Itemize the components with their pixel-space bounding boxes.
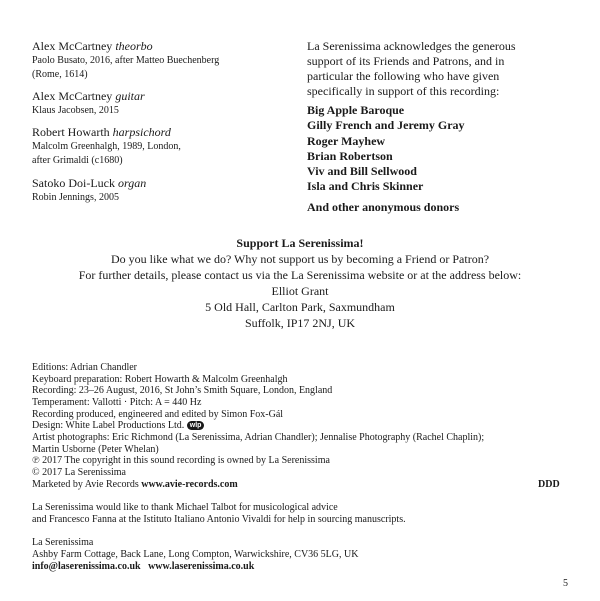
credit-design-text: Design: White Label Productions Ltd. (32, 420, 185, 431)
patron-name: Gilly French and Jeremy Gray (307, 118, 465, 132)
contact-links (32, 561, 254, 573)
credit-design (32, 420, 204, 432)
instrument-maker: (Rome, 1614) (32, 69, 88, 80)
instrument-name: organ (118, 176, 147, 190)
page-number: 5 (563, 578, 568, 589)
support-line: Do you like what we do? Why not support us by becoming a Friend or Patron? (110, 252, 490, 266)
credit-keyboard: Keyboard preparation: Robert Howarth & Malcolm Greenhalgh (32, 374, 288, 385)
instrument-maker: Malcolm Greenhalgh, 1989, London, (32, 141, 181, 152)
instrument-maker: after Grimaldi (c1680) (32, 155, 123, 166)
credit-copyright: © 2017 La Serenissima (32, 467, 126, 478)
thanks-line: La Serenissima would like to thank Michael Talbot for musicological advice (32, 502, 338, 513)
credit-phonogram: ℗ 2017 The copyright in this sound recording is owned by La Serenissima (32, 455, 330, 466)
support-title: Support La Serenissima! (236, 236, 364, 250)
instrument-entry (32, 125, 171, 140)
instrument-entry (32, 176, 146, 191)
performer-name: Alex McCartney (32, 89, 113, 103)
contact-address-line: Ashby Farm Cottage, Back Lane, Long Compton, Warwickshire, CV36 5LG, UK (32, 549, 359, 560)
credit-photos: Artist photographs: Eric Richmond (La Serenissima, Adrian Chandler); Jennalise Photography (Rachel Chaplin); (32, 432, 485, 443)
contact-name: Elliot Grant (271, 284, 329, 298)
email-link[interactable]: info@laserenissima.co.uk (32, 561, 141, 572)
ack-line: specifically in support of this recording: (307, 84, 500, 98)
credit-editions: Editions: Adrian Chandler (32, 362, 137, 373)
marketed-by: Marketed by Avie Records (32, 479, 139, 490)
performer-name: Robert Howarth (32, 125, 110, 139)
patron-name: Brian Robertson (307, 149, 393, 163)
instrument-maker: Paolo Busato, 2016, after Matteo Buechenberg (32, 55, 220, 66)
ack-line: particular the following who have given (307, 69, 500, 83)
avie-link[interactable]: www.avie-records.com (141, 479, 238, 490)
patron-name: Isla and Chris Skinner (307, 179, 424, 193)
instrument-name: theorbo (115, 39, 153, 53)
credit-marketed (32, 479, 238, 491)
instrument-maker: Robin Jennings, 2005 (32, 192, 119, 203)
support-line: For further details, please contact us via the La Serenissima website or at the address below: (78, 268, 522, 282)
instrument-name: harpsichord (112, 125, 171, 139)
credit-temperament: Temperament: Vallotti · Pitch: A = 440 Hz (32, 397, 202, 408)
ack-line: support of its Friends and Patrons, and in (307, 54, 505, 68)
instrument-entry (32, 39, 153, 54)
thanks-line: and Francesco Fanna at the Istituto Italiano Antonio Vivaldi for help in sourcing manuscripts. (32, 514, 406, 525)
instrument-maker: Klaus Jacobsen, 2015 (32, 105, 119, 116)
ack-line: La Serenissima acknowledges the generous (307, 39, 516, 53)
performer-name: Satoko Doi-Luck (32, 176, 115, 190)
contact-address: Suffolk, IP17 2NJ, UK (244, 316, 356, 330)
credit-produced: Recording produced, engineered and edited by Simon Fox-Gál (32, 409, 284, 420)
credit-recording: Recording: 23–26 August, 2016, St John’s Smith Square, London, England (32, 385, 333, 396)
patron-name: Viv and Bill Sellwood (307, 164, 417, 178)
patron-name: Big Apple Baroque (307, 103, 405, 117)
patron-name: Roger Mayhew (307, 134, 386, 148)
contact-org: La Serenissima (32, 537, 94, 548)
performer-name: Alex McCartney (32, 39, 113, 53)
anonymous-donors: And other anonymous donors (307, 200, 460, 214)
instrument-entry (32, 89, 145, 104)
website-link[interactable]: www.laserenissima.co.uk (148, 561, 255, 572)
instrument-name: guitar (115, 89, 145, 103)
ddd-label: DDD (538, 479, 560, 490)
wlp-logo-icon: wlp (187, 421, 205, 430)
credit-photos: Martin Usborne (Peter Whelan) (32, 444, 159, 455)
contact-address: 5 Old Hall, Carlton Park, Saxmundham (205, 300, 395, 314)
